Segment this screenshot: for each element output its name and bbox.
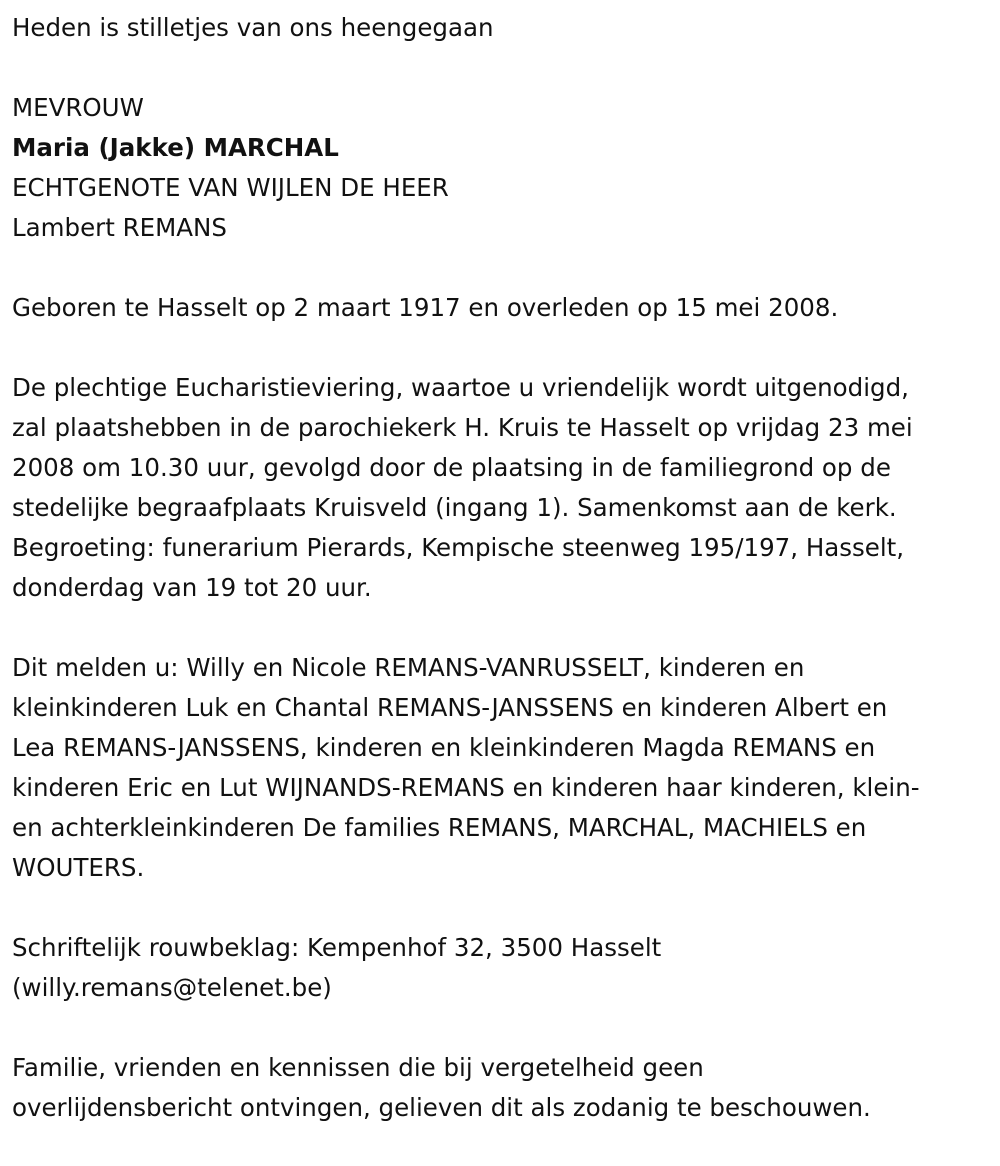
closing-line: Familie, vrienden en kennissen die bij vergetelheid geen [12,1053,704,1082]
spouse-name: Lambert REMANS [12,213,227,242]
announcers-line: Dit melden u: Willy en Nicole REMANS-VANRUSSELT, kinderen en [12,653,805,682]
announcers-line: Lea REMANS-JANSSENS, kinderen en kleinkinderen Magda REMANS en [12,733,876,762]
condolence-email: (willy.remans@telenet.be) [12,973,332,1002]
ceremony-line: De plechtige Eucharistieviering, waartoe u vriendelijk wordt uitgenodigd, [12,373,909,402]
ceremony-line: stedelijke begraafplaats Kruisveld (ingang 1). Samenkomst aan de kerk. [12,493,897,522]
ceremony-line: donderdag van 19 tot 20 uur. [12,573,372,602]
announcers-line: WOUTERS. [12,853,145,882]
birth-death-text: Geboren te Hasselt op 2 maart 1917 en overleden op 15 mei 2008. [12,293,839,322]
closing-line: overlijdensbericht ontvingen, gelieven dit als zodanig te beschouwen. [12,1093,871,1122]
death-notice [12,8,992,1128]
condolence-paragraph [12,928,992,1008]
closing-paragraph [12,1048,992,1128]
spacer [12,1008,992,1048]
announcers-paragraph [12,648,992,888]
ceremony-line: 2008 om 10.30 uur, gevolgd door de plaatsing in de familiegrond op de [12,453,891,482]
announcers-line: kinderen Eric en Lut WIJNANDS-REMANS en kinderen haar kinderen, klein- [12,773,920,802]
spacer [12,48,992,88]
ceremony-line: Begroeting: funerarium Pierards, Kempische steenweg 195/197, Hasselt, [12,533,905,562]
ceremony-paragraph [12,368,992,608]
condolence-address: Schriftelijk rouwbeklag: Kempenhof 32, 3500 Hasselt [12,933,662,962]
spacer [12,328,992,368]
announcers-line: kleinkinderen Luk en Chantal REMANS-JANSSENS en kinderen Albert en [12,693,888,722]
ceremony-line: zal plaatshebben in de parochiekerk H. Kruis te Hasselt op vrijdag 23 mei [12,413,913,442]
spacer [12,888,992,928]
spacer [12,608,992,648]
spacer [12,248,992,288]
intro-text: Heden is stilletjes van ons heengegaan [12,13,494,42]
title-text: MEVROUW [12,93,144,122]
deceased-name: Maria (Jakke) MARCHAL [12,133,339,162]
spouse-prefix: ECHTGENOTE VAN WIJLEN DE HEER [12,173,449,202]
announcers-line: en achterkleinkinderen De families REMANS, MARCHAL, MACHIELS en [12,813,867,842]
